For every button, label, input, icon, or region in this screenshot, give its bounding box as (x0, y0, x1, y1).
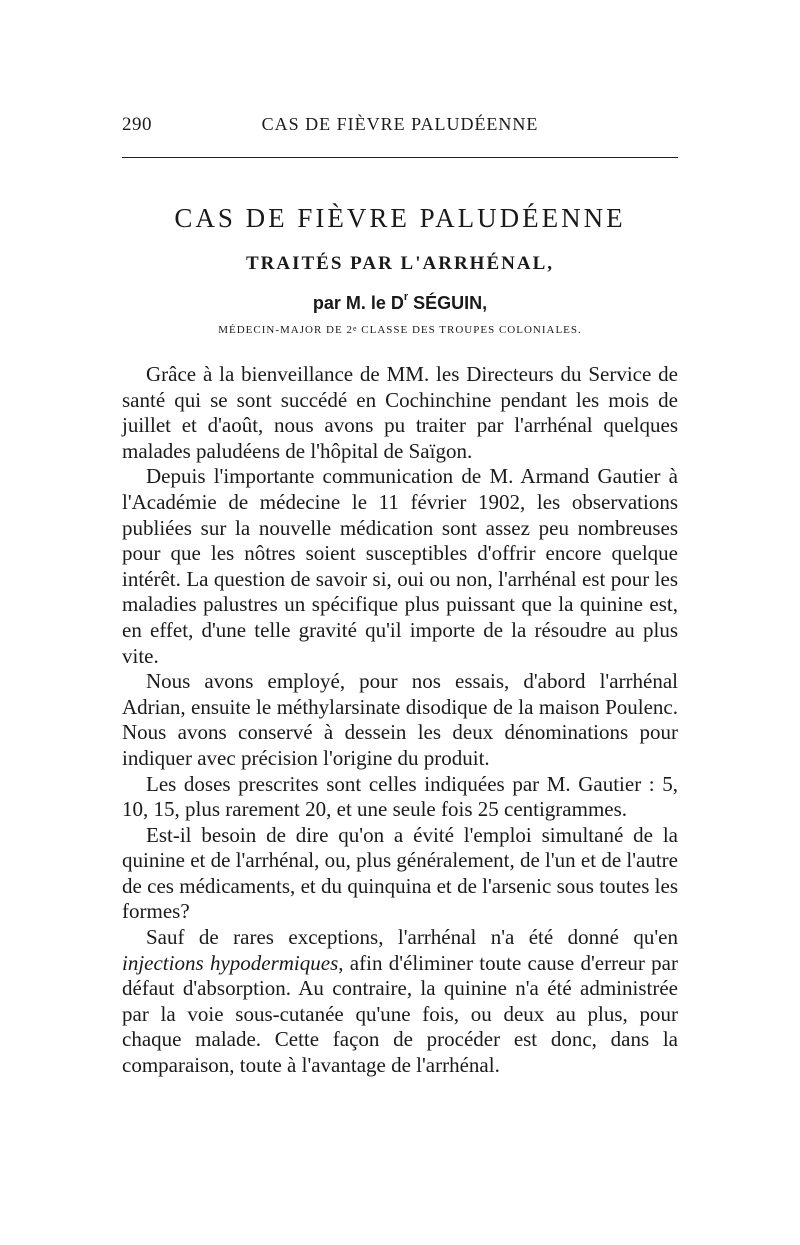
affiliation-suffix: CLASSE DES TROUPES COLONIALES. (357, 324, 582, 336)
paragraph-5: Est-il besoin de dire qu'on a évité l'emploi simultané de la quinine et de l'arrhénal, ou, plus généralement, de l'un et de l'autre de ces médicaments, et du quinquina et de l'arsenic sous toutes les formes? (122, 822, 678, 924)
paragraph-2: Depuis l'importante communication de M. Armand Gautier à l'Académie de médecine le 11 février 1902, les observations publiées sur la nouvelle médication sont assez peu nombreuses pour que les nôtres soient susceptibles d'offrir encore quelque intérêt. La question de savoir si, oui ou non, l'arrhénal est pour les maladies palustres un spécifique plus puissant que la quinine est, en effet, d'une telle gravité qu'il importe de la résoudre au plus vite. (122, 464, 678, 668)
author-sup: r (403, 291, 409, 303)
paragraph-6-end: , afin d'éliminer toute cause d'erreur par défaut d'absorption. Au contraire, la quinine n'a été administrée par la voie sous-cutanée qu'une fois, ou deux au plus, pour chaque malade. Cette façon de procéder est donc, dans la comparaison, toute à l'avantage de l'arrhénal. (122, 950, 678, 1078)
author-prefix: par M. le D (312, 293, 404, 313)
author-line (122, 293, 678, 314)
paragraph-6-start: Sauf de rares exceptions, l'arrhénal n'a été donné qu'en (146, 925, 678, 950)
paragraph-1: Grâce à la bienveillance de MM. les Directeurs du Service de santé qui se sont succédé en Cochinchine pendant les mois de juillet et d'août, nous avons pu traiter par l'arrhénal quelques malades paludéens de l'hôpital de Saïgon. (122, 362, 678, 463)
affiliation-prefix: MÉDECIN-MAJOR DE 2 (218, 324, 353, 336)
paragraph-4: Les doses prescrites sont celles indiquées par M. Gautier : 5, 10, 15, plus rarement 20, et une seule fois 25 centigrammes. (122, 771, 678, 822)
paragraph-6 (122, 925, 678, 1079)
running-head (122, 114, 678, 144)
article-body (122, 362, 678, 1079)
paragraph-3: Nous avons employé, pour nos essais, d'abord l'arrhénal Adrian, ensuite le méthylarsinate disodique de la maison Poulenc. Nous avons conservé à dessein les deux dénominations pour indiquer avec précision l'origine du produit. (122, 669, 678, 770)
paragraph-6-italic: injections hypodermiques (122, 950, 339, 975)
author-name: SÉGUIN, (408, 293, 488, 313)
article-title: CAS DE FIÈVRE PALUDÉENNE (174, 203, 626, 233)
header-rule (122, 157, 678, 158)
running-title: CAS DE FIÈVRE PALUDÉENNE (261, 114, 539, 134)
affiliation-sup: e (352, 324, 358, 333)
article-subtitle: TRAITÉS PAR L'ARRHÉNAL, (246, 253, 554, 274)
page-number: 290 (122, 114, 152, 135)
author-affiliation (122, 324, 678, 336)
